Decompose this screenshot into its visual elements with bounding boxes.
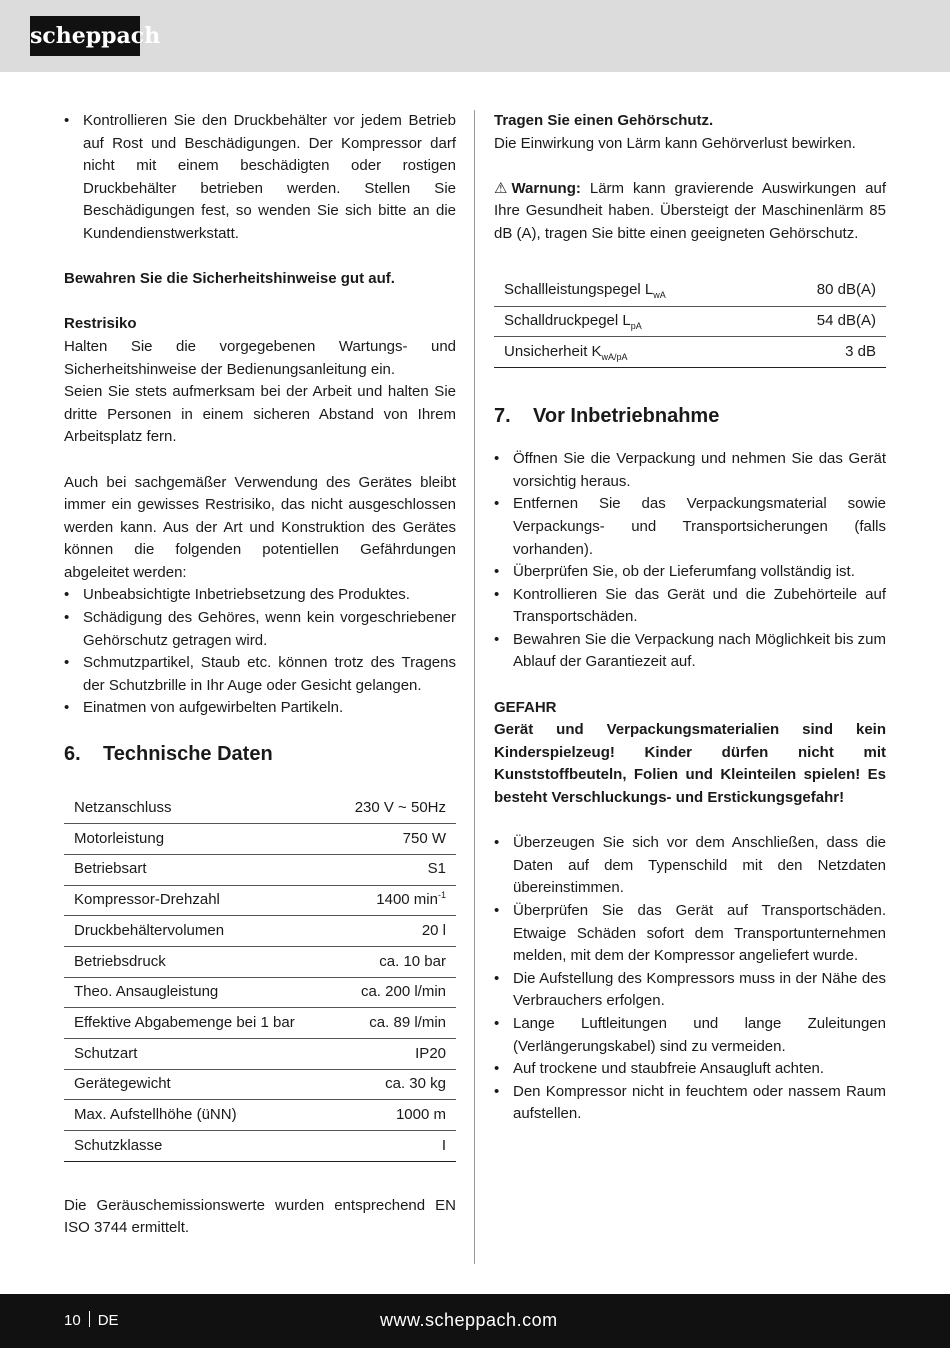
residual-risk-paragraph: Halten Sie die vorgegebenen Wartungs- und Sicherheitshinweise der Bedienungsanleitung ein. — [64, 337, 456, 378]
technical-data-table — [64, 793, 456, 1162]
list-item: • Die Aufstellung des Kompressors muss in der Nähe des Verbrauchers erfolgen. — [494, 968, 886, 1013]
table-row — [64, 1039, 456, 1070]
page-number: 10 — [64, 1312, 81, 1329]
spec-value: 1000 m — [332, 1100, 456, 1131]
residual-risk-paragraph: Auch bei sachgemäßer Verwendung des Gerätes bleibt immer ein gewisses Restrisiko, das nicht ausgeschlossen werden kann. Aus der Art und Konstruktion des Gerätes können die folgenden potentiellen Gefährdungen abgeleitet werden: — [64, 473, 456, 581]
section-title: Technische Daten — [103, 743, 273, 766]
section-number: 7. — [494, 405, 511, 428]
list-item: • Den Kompressor nicht in feuchtem oder nassem Raum aufstellen. — [494, 1081, 886, 1126]
preparation-bullet-list — [494, 448, 886, 674]
spec-label: Betriebsart — [64, 854, 332, 885]
spec-value: ca. 200 l/min — [332, 977, 456, 1008]
warning-text: Lärm kann gravierende Auswirkungen auf Ihre Gesundheit haben. Übersteigt der Maschinenlärm 85 dB (A), tragen Sie bitte einen geeigneten Gehörschutz. — [494, 179, 886, 242]
section-number: 6. — [64, 743, 81, 766]
left-column — [64, 110, 456, 1240]
column-divider — [474, 110, 475, 1264]
unit-superscript: -1 — [437, 890, 446, 901]
ear-protection-heading: Tragen Sie einen Gehörschutz. — [494, 112, 714, 129]
table-row — [494, 337, 886, 368]
table-row — [64, 1131, 456, 1162]
spec-label: Schallleistungspegel $L_{wA}$ — [494, 276, 767, 307]
list-item: • Überprüfen Sie das Gerät auf Transportschäden. Etwaige Schäden sofort dem Transportunternehmen melden, mit dem der Kompressor angeliefert wurde. — [494, 900, 886, 968]
list-item: • Kontrollieren Sie den Druckbehälter vor jedem Betrieb auf Rost und Beschädigungen. Der Kompressor darf nicht mit einem beschädigten oder rostigen Druckbehälter betrieben werden. Stellen Sie Beschädigungen fest, so wenden Sie sich bitte an die Kundendienstwerkstatt. — [64, 110, 456, 246]
keep-safety-notice: Bewahren Sie die Sicherheitshinweise gut auf. — [64, 270, 395, 288]
table-row — [494, 306, 886, 337]
intro-bullet-list — [64, 110, 456, 246]
warning-label: Warnung: — [511, 179, 581, 197]
spec-label: Theo. Ansaugleistung — [64, 977, 332, 1008]
spec-value: ca. 30 kg — [332, 1069, 456, 1100]
noise-warning — [494, 178, 886, 246]
table-row — [64, 916, 456, 947]
spec-label: Gerätegewicht — [64, 1069, 332, 1100]
table-row — [494, 276, 886, 307]
residual-risk-heading: Restrisiko — [64, 315, 137, 333]
spec-value: 20 l — [332, 916, 456, 947]
spec-label: Kompressor-Drehzahl — [64, 885, 332, 916]
language-code: DE — [97, 1312, 119, 1329]
page-header — [0, 0, 950, 72]
spec-value: IP20 — [332, 1039, 456, 1070]
ear-protection-text: Die Einwirkung von Lärm kann Gehörverlust bewirken. — [494, 134, 856, 152]
spec-label: Schutzklasse — [64, 1131, 332, 1162]
table-row — [64, 1008, 456, 1039]
list-item: • Entfernen Sie das Verpackungsmaterial sowie Verpackungs- und Transportsicherungen (falls vorhanden). — [494, 493, 886, 561]
spec-label: Effektive Abgabemenge bei 1 bar — [64, 1008, 332, 1039]
table-row — [64, 854, 456, 885]
spec-label: Schalldruckpegel $L_{pA}$ — [494, 306, 767, 337]
table-row — [64, 1100, 456, 1131]
spec-value: 750 W — [332, 824, 456, 855]
spec-label: Betriebsdruck — [64, 946, 332, 977]
spec-value: ca. 89 l/min — [332, 1008, 456, 1039]
spec-value: 230 V ~ 50Hz — [332, 793, 456, 824]
noise-measurement-note: Die Geräuschemissionswerte wurden entsprechend EN ISO 3744 ermittelt. — [64, 1196, 456, 1237]
danger-text: Gerät und Verpackungsmaterialien sind kein Kinderspielzeug! Kinder dürfen nicht mit Kunststoffbeuteln, Folien und Kleinteilen spielen! Es besteht Verschluckungs- und Erstickungsgefahr! — [494, 721, 886, 807]
list-item: • Schädigung des Gehöres, wenn kein vorgeschriebener Gehörschutz getragen wird. — [64, 607, 456, 652]
spec-value: 3 dB — [767, 337, 886, 368]
spec-label: Druckbehältervolumen — [64, 916, 332, 947]
spec-value: S1 — [332, 854, 456, 885]
spec-label: Unsicherheit $K_{wA/pA}$ — [494, 337, 767, 368]
list-item: • Überzeugen Sie sich vor dem Anschließen, dass die Daten auf dem Typenschild mit den Netzdaten übereinstimmen. — [494, 832, 886, 900]
list-item: • Öffnen Sie die Verpackung und nehmen Sie das Gerät vorsichtig heraus. — [494, 448, 886, 493]
residual-risk-paragraph: Seien Sie stets aufmerksam bei der Arbeit und halten Sie dritte Personen in einem sicheren Abstand von Ihrem Arbeitsplatz fern. — [64, 383, 456, 446]
list-item: • Kontrollieren Sie das Gerät und die Zubehörteile auf Transportschäden. — [494, 584, 886, 629]
spec-value: 1400 $\min^{-1}$ — [332, 885, 456, 916]
section-7-heading — [494, 402, 886, 430]
spec-value: I — [332, 1131, 456, 1162]
hazard-bullet-list — [64, 584, 456, 720]
list-item: • Schmutzpartikel, Staub etc. können trotz des Tragens der Schutzbrille in Ihr Auge oder Gesicht gelangen. — [64, 652, 456, 697]
spec-label: Netzanschluss — [64, 793, 332, 824]
spec-value: ca. 10 bar — [332, 946, 456, 977]
right-column — [494, 110, 886, 1126]
spec-label: Motorleistung — [64, 824, 332, 855]
list-item: • Einatmen von aufgewirbelten Partikeln. — [64, 697, 456, 720]
danger-heading: GEFAHR — [494, 698, 557, 716]
scheppach-logo: scheppach — [30, 16, 140, 56]
spec-label: Max. Aufstellhöhe (üNN) — [64, 1100, 332, 1131]
website-link[interactable]: www.scheppach.com — [380, 1310, 558, 1330]
table-row — [64, 824, 456, 855]
footer-separator — [89, 1311, 90, 1327]
page-indicator — [64, 1310, 119, 1332]
table-row — [64, 946, 456, 977]
list-item: • Lange Luftleitungen und lange Zuleitungen (Verlängerungskabel) sind zu vermeiden. — [494, 1013, 886, 1058]
page-footer — [0, 1294, 950, 1348]
table-row — [64, 793, 456, 824]
table-row — [64, 1069, 456, 1100]
noise-data-table — [494, 276, 886, 369]
list-item: • Überprüfen Sie, ob der Lieferumfang vollständig ist. — [494, 561, 886, 584]
spec-value: 54 dB(A) — [767, 306, 886, 337]
section-6-heading — [64, 740, 456, 768]
table-row — [64, 977, 456, 1008]
section-title: Vor Inbetriebnahme — [533, 405, 720, 428]
list-item: • Bewahren Sie die Verpackung nach Möglichkeit bis zum Ablauf der Garantiezeit auf. — [494, 629, 886, 674]
warning-triangle-icon: ⚠ — [494, 179, 508, 197]
list-item: • Unbeabsichtigte Inbetriebsetzung des Produktes. — [64, 584, 456, 607]
spec-value: 80 dB(A) — [767, 276, 886, 307]
setup-bullet-list — [494, 832, 886, 1126]
spec-label: Schutzart — [64, 1039, 332, 1070]
list-item: • Auf trockene und staubfreie Ansaugluft achten. — [494, 1058, 886, 1081]
table-row — [64, 885, 456, 916]
